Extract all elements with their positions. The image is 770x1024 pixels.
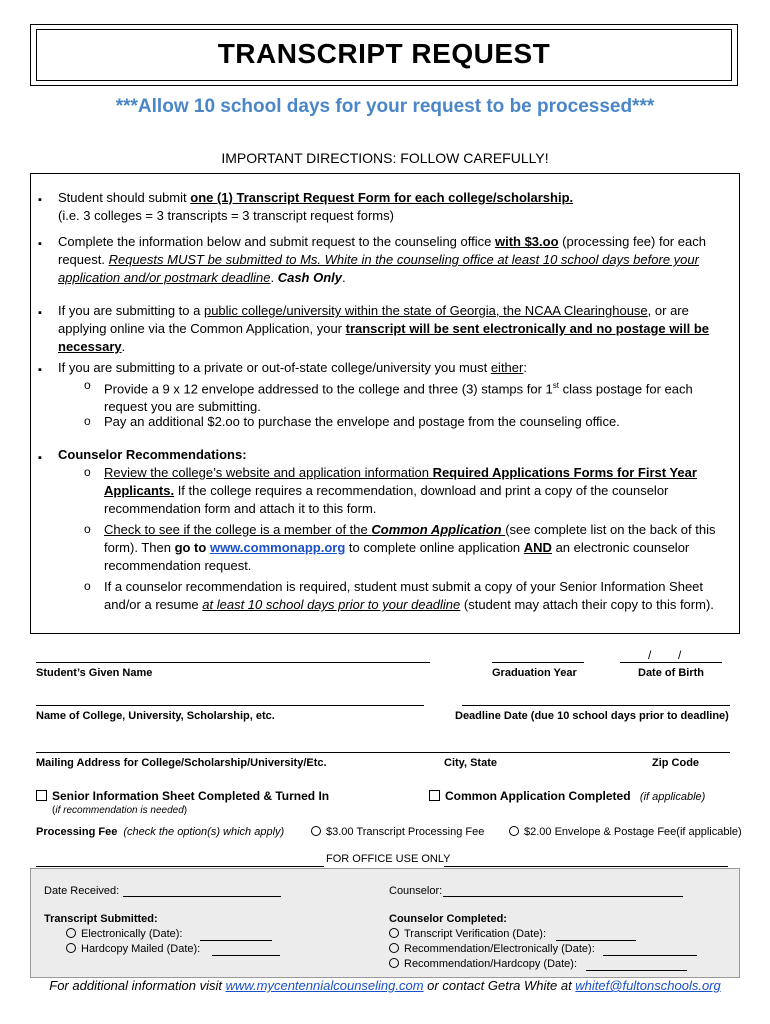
processing-fee [36,826,284,838]
checkbox-icon[interactable] [429,790,440,801]
graduation-year-line[interactable] [492,662,584,663]
rec-hardcopy-row[interactable] [389,958,577,970]
rec-2-check: Check to see if the college is a member of the [104,522,372,537]
electronically-row[interactable] [66,928,182,940]
bullet-1-text: Student should submit [58,190,191,205]
bullet-icon: ▪ [38,452,42,464]
fee-option-2[interactable] [509,826,742,838]
bullet-1-bold: one (1) Transcript Request Form for each college/scholarship. [190,190,574,205]
sub-bullet-icon: o [84,378,91,392]
counseling-website-link[interactable]: www.mycentennialcounseling.com [225,978,424,993]
college-name-line[interactable] [36,705,424,706]
email-link[interactable]: whitef@fultonschools.org [575,978,721,993]
common-app-label: Common Application Completed [445,789,631,803]
bullet-4-option-1 [104,377,734,416]
bullet-icon: ▪ [38,238,42,250]
recommendation-option-1 [104,464,734,518]
processing-notice: ***Allow 10 school days for your request to be processed*** [115,96,655,117]
title-box [30,24,738,86]
bullet-icon: ▪ [38,194,42,206]
rec-1-bold: Required Applications Forms for First Year Applicants. [104,465,697,498]
verification-line[interactable] [556,940,636,941]
radio-icon[interactable] [311,826,321,836]
rec-hardcopy-label: Recommendation/Hardcopy (Date): [404,958,578,970]
fee-option-2-label: $2.00 Envelope & Postage Fee(if applicable) [524,826,742,838]
bullet-5-heading: Counselor Recommendations: [58,447,247,462]
sub-bullet-icon: o [84,522,91,536]
sub-bullet-icon: o [84,465,91,479]
bullet-3-end: . [121,339,126,354]
rec-2-common-app: Common Application [371,522,506,537]
processing-fee-note: (check the option(s) which apply) [123,826,285,838]
senior-sheet-label: Senior Information Sheet Completed & Turned In [52,789,330,803]
rec-2-mid: (see complete list on the back of this form). Then [104,522,716,555]
rec-3-end: (student may attach their copy to this form). [460,597,714,612]
student-name-label: Student’s Given Name [36,667,153,679]
dob-label: Date of Birth [638,667,704,679]
electronically-line[interactable] [200,940,272,941]
recommendation-option-3 [104,578,734,614]
rec-2-goto: go to [174,540,210,555]
bullet-2-dot: . [270,270,278,285]
bullet-2-deadline: Requests MUST be submitted to Ms. White in the counseling office at least 10 school days before your application and/or postmark deadline [58,252,699,285]
option-1-text: Provide a 9 x 12 envelope addressed to the college and three (3) stamps for 1 [104,381,553,397]
dob-separator: / / [648,648,682,662]
bullet-3-public: public college/university within the state of Georgia, the NCAA Clearinghouse [203,303,648,318]
senior-note-text: if recommendation is needed [55,805,184,816]
bullet-4-either: either [490,360,524,375]
radio-icon[interactable] [66,928,76,938]
page-title: TRANSCRIPT REQUEST [217,38,551,69]
fee-option-1[interactable] [311,826,484,838]
transcript-submitted-label: Transcript Submitted: [44,913,158,925]
bullet-2-end: . [342,270,346,285]
college-name-label: Name of College, University, Scholarship, etc. [36,710,275,722]
sub-bullet-icon: o [84,579,91,593]
hardcopy-label: Hardcopy Mailed (Date): [81,943,201,955]
office-line-left [36,866,324,867]
rec-2-end: an electronic counselor recommendation request. [104,540,690,573]
rec-3-deadline: at least 10 school days prior to your deadline [202,597,461,612]
mailing-address-label: Mailing Address for College/Scholarship/University/Etc. [36,757,327,769]
checkbox-icon[interactable] [36,790,47,801]
rec-electronic-label: Recommendation/Electronically (Date): [404,943,595,955]
hardcopy-row[interactable] [66,943,200,955]
rec-hardcopy-line[interactable] [586,970,687,971]
deadline-label: Deadline Date (due 10 school days prior to deadline) [455,710,729,722]
bullet-3-mid: , or are applying online via the Common Application, your [58,303,689,336]
rec-electronic-row[interactable] [389,943,595,955]
counselor-line[interactable] [443,896,683,897]
bullet-icon: ▪ [38,307,42,319]
electronically-label: Electronically (Date): [81,928,183,940]
senior-sheet-check[interactable] [36,789,329,803]
option-1-sup: st [552,381,560,390]
deadline-line[interactable] [462,705,730,706]
rec-1-rest: If the college requires a recommendation, download and print a copy of the counselor recommendation form and attach it to this form. [104,483,669,516]
rec-2-mid2: to complete online application [345,540,524,555]
verification-row[interactable] [389,928,546,940]
bullet-4-end: : [523,360,527,375]
bullet-2-cash: Cash Only [277,270,342,285]
student-name-line[interactable] [36,662,430,663]
zip-label: Zip Code [652,757,700,769]
date-received-line[interactable] [123,896,281,897]
recommendation-option-2 [104,521,734,575]
bullet-2-mid: (processing fee) for each request. [58,234,706,267]
bullet-3-electronic: transcript will be sent electronically and no postage will be necessary [58,321,709,354]
bullet-3 [58,302,734,356]
dob-line[interactable] [620,662,722,663]
bullet-4-option-2: Pay an additional $2.oo to purchase the envelope and postage from the counseling office. [104,414,620,429]
rec-2-and: AND [523,540,552,555]
rec-electronic-line[interactable] [603,955,697,956]
radio-icon[interactable] [389,943,399,953]
radio-icon[interactable] [509,826,519,836]
bullet-2 [58,233,734,287]
bullet-icon: ▪ [38,364,42,376]
senior-note: (if recommendation is needed) [52,805,188,816]
hardcopy-line[interactable] [212,955,280,956]
bullet-1-line2: (i.e. 3 colleges = 3 transcripts = 3 transcript request forms) [58,208,394,223]
footer-mid: or contact Getra White at [423,978,576,993]
bullet-4 [58,359,734,377]
common-app-check[interactable] [429,789,705,803]
office-line-right [444,866,728,867]
counselor-completed-label: Counselor Completed: [389,913,507,925]
radio-icon[interactable] [66,943,76,953]
sub-bullet-icon: o [84,414,91,428]
rec-1-review: Review the college’s website and application information [104,465,433,480]
footer-text: For additional information visit [49,978,226,993]
bullet-2-text: Complete the information below and submit request to the counseling office [58,234,495,249]
city-state-label: City, State [444,757,497,769]
radio-icon[interactable] [389,928,399,938]
bullet-4-text: If you are submitting to a private or out-of-state college/university you must [58,360,491,375]
option-1-post: class postage for each request you are submitting. [104,381,693,415]
bullet-2-fee: with $3.oo [494,234,559,249]
fee-option-1-label: $3.00 Transcript Processing Fee [326,826,485,838]
footer [0,978,770,993]
radio-icon[interactable] [389,958,399,968]
commonapp-link[interactable]: www.commonapp.org [209,540,346,555]
date-received-label: Date Received: [44,885,120,897]
common-app-note: (if applicable) [639,791,706,803]
bullet-3-text: If you are submitting to a [58,303,204,318]
rec-3-text: If a counselor recommendation is required, student must submit a copy of your Senior Information Sheet and/or a resume [104,579,704,612]
verification-label: Transcript Verification (Date): [404,928,547,940]
processing-fee-label: Processing Fee [36,826,118,838]
bullet-1 [58,189,734,225]
graduation-year-label: Graduation Year [492,667,577,679]
mailing-address-line[interactable] [36,752,730,753]
office-heading: FOR OFFICE USE ONLY [326,853,451,865]
directions-heading: IMPORTANT DIRECTIONS: FOLLOW CAREFULLY! [221,150,549,166]
counselor-label: Counselor: [389,885,443,897]
